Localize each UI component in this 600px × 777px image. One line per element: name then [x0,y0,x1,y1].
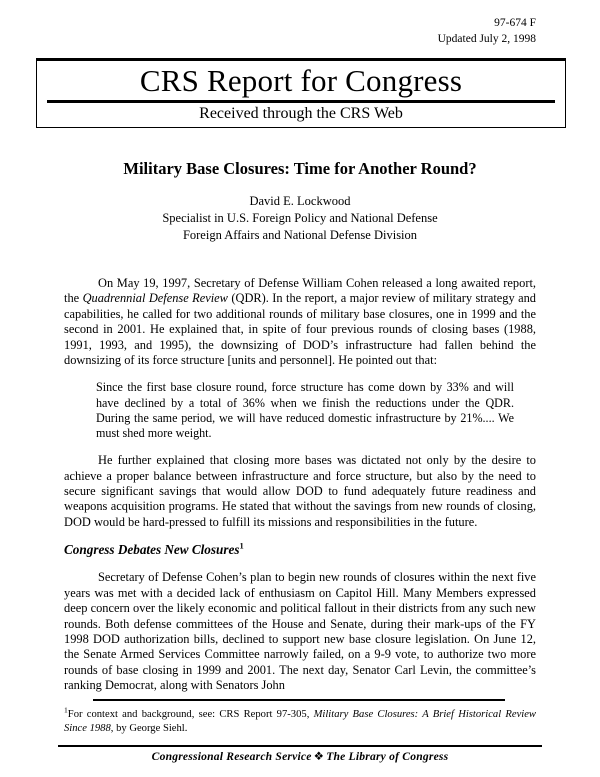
footnote-text-b: , by George Siehl. [110,722,188,734]
report-number: 97-674 F [494,17,536,29]
author-division: Foreign Affairs and National Defense Division [182,228,418,242]
author-name: David E. Lockwood [249,194,351,208]
author-title: Specialist in U.S. Foreign Policy and National Defense [162,211,438,225]
paragraph-intro-text-b: (QDR). In the report, a major review of military strategy and capabilities, he called for two additional rounds of military base closures, one in 1999 and the second in 2001. He explained that, in spite of four previous rounds of closing bases (1988, 1991, 1993, and 1995), the downsizing of DOD’s infrastructure had fallen behind the downsizing of its force structure [units and personnel]. He pointed out that: [64,291,536,368]
footer-separator-rule [58,745,542,747]
footnote-cited-title: Military Base Closures: A Brief Historical Review Since 1988 [64,709,536,734]
crs-masthead-subtitle: Received through the CRS Web [199,105,403,122]
crs-masthead-inner [37,61,565,127]
qdr-report-title: Quadrennial Defense Review [82,291,228,306]
footnote-text-a: For context and background, see: CRS Report 97-305, [67,709,314,720]
paragraph-rationale: He further explained that closing more bases was dictated not only by the desire to achieve a proper balance between infrastructure and force structure, but also by the need to secure significant savings that would allow DOD to fund adequately future readiness and weapons acquisition programs. He stated that without the savings from new rounds of closing, DOD would be hard-pressed to fulfill its missions and responsibilities in the future. [64,453,536,529]
cohen-quotation: Since the first base closure round, force structure has come down by 33% and will have declined by a total of 36% when we finish the reductions under the QDR. During the same period, we will have reduced domestic infrastructure by 21%.... We must shed more weight. [96,380,514,441]
crs-masthead-title: CRS Report for Congress [139,63,463,98]
section-heading-footnote-marker: 1 [239,540,244,551]
footnote-marker: 1 [64,705,68,715]
report-updated-date: Updated July 2, 1998 [437,32,536,45]
footer-organization: Congressional Research Service [151,750,312,763]
footer-institution: The Library of Congress [326,750,449,763]
paragraph-congress-reaction: Secretary of Defense Cohen’s plan to begin new rounds of closures within the next five years was met with a decided lack of enthusiasm on Capitol Hill. Many Members expressed deep concern over the likely economic and political fallout in their districts from any such new rounds. Both defense committees of the House and Senate, during their mark-ups of the FY 1998 DOD authorization bills, declined to support new base closure legislation. On June 12, the Senate Armed Services Committee narrowly failed, on a 9-9 vote, to authorize two more rounds of base closing in 1999 and 2001. The next day, Senator Carl Levin, the committee’s ranking Democrat, along with Senators John [64,570,536,693]
byline-block [64,193,536,244]
crs-masthead-box [36,58,566,128]
paragraph-intro [64,276,536,368]
page-title: Military Base Closures: Time for Another Round? [123,159,477,178]
document-body [64,276,536,706]
paragraph-intro-text-a: On May 19, 1997, Secretary of Defense William Cohen released a long awaited report, the [64,276,536,306]
diamond-icon: ❖ [313,750,325,763]
section-heading-congress-debates [64,541,536,559]
section-heading-label: Congress Debates New Closures [64,542,240,558]
report-identifier-block [438,16,536,47]
footnote-separator-rule [93,699,505,701]
footnote-1 [64,705,536,735]
page-footer [0,749,600,765]
